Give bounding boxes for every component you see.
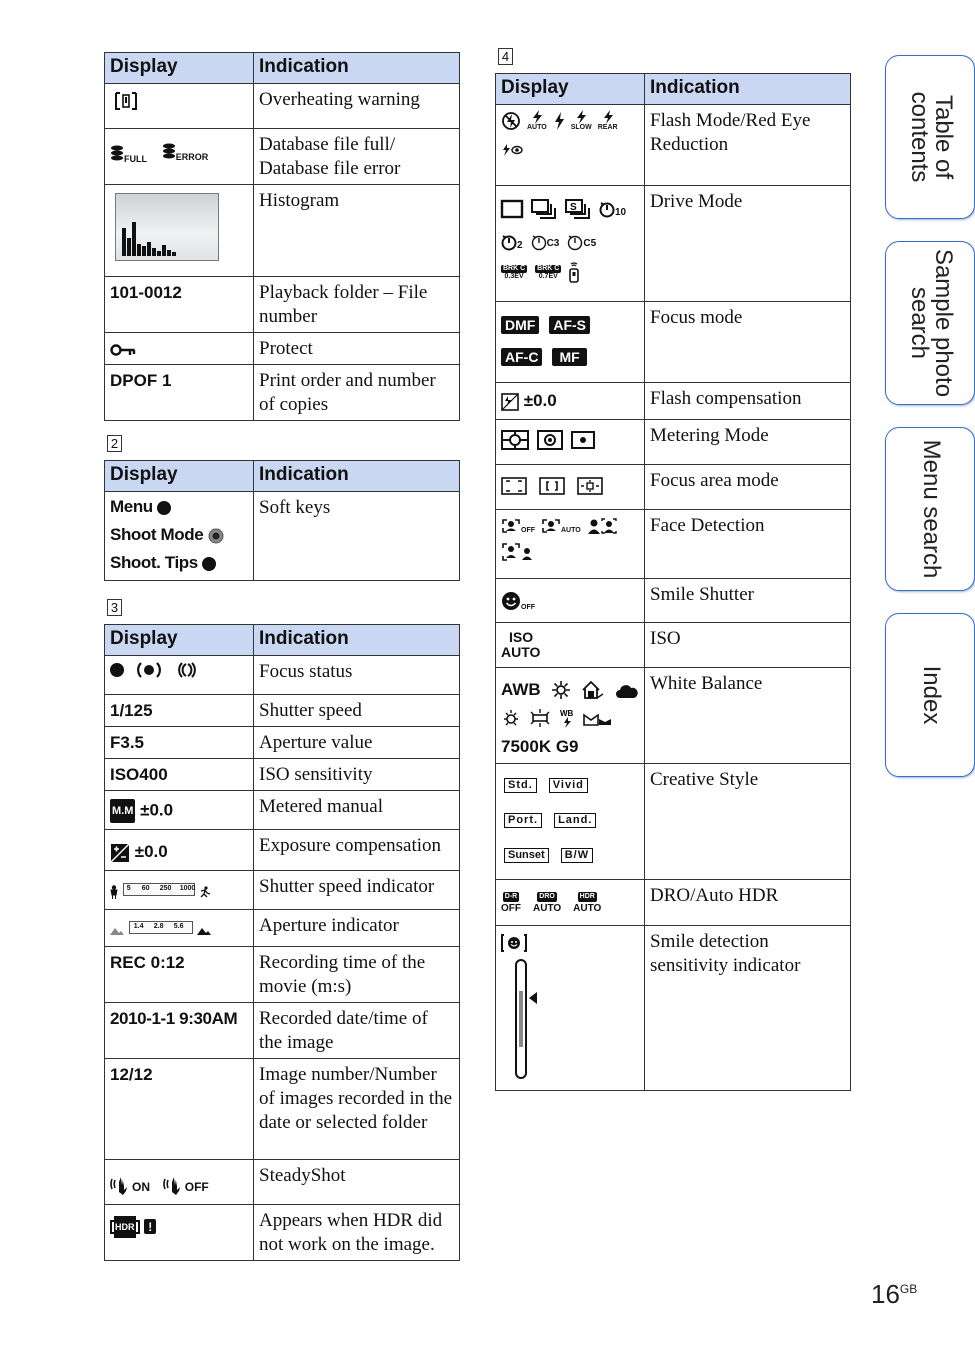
focus-mode-indication: Focus mode (645, 302, 851, 383)
focus-area-indication: Focus area mode (645, 465, 851, 510)
focus-mode-afs: AF-S (549, 316, 590, 334)
focusing-icon (174, 661, 200, 679)
spot-metering-icon (571, 431, 595, 449)
shade-icon (581, 680, 605, 700)
tab-menu-search[interactable]: Menu search (885, 427, 975, 591)
focus-tracking-icon (136, 661, 162, 679)
incandescent-icon (501, 708, 521, 728)
steadyshot-indication: SteadyShot (254, 1160, 460, 1205)
image-number-display: 12/12 (105, 1059, 254, 1160)
flash-mode-display (496, 105, 645, 186)
database-error-icon: ERROR (162, 136, 209, 168)
column-header-indication: Indication (254, 53, 460, 84)
flash-comp-display: ±0.0 (496, 383, 645, 420)
style-portrait: Port. (504, 813, 542, 828)
flexible-spot-icon (577, 477, 603, 495)
aperture-indicator-indication: Aperture indicator (254, 910, 460, 947)
focus-mode-dmf: DMF (501, 316, 539, 334)
iso-auto-display: ISO AUTO (496, 623, 645, 668)
flash-rear-icon: REAR (598, 110, 618, 132)
histogram-display (105, 185, 254, 277)
fluorescent-icon (529, 708, 551, 728)
dro-display (496, 880, 645, 926)
daylight-icon (551, 680, 571, 700)
steadyshot-on-icon: ON (110, 1170, 150, 1198)
aperture-indicator-display (105, 910, 254, 947)
smile-shutter-display (496, 579, 645, 623)
tab-table-of-contents[interactable]: Table of contents (885, 55, 975, 219)
custom-wb-icon (583, 710, 613, 726)
aperture-indication: Aperture value (254, 727, 460, 759)
flash-wb-icon (559, 708, 575, 728)
person-icon (110, 885, 118, 899)
cloudy-icon (615, 681, 639, 699)
date-indication: Recorded date/time of the image (254, 1003, 460, 1059)
metered-manual-indication: Metered manual (254, 791, 460, 830)
center-weighted-icon (537, 430, 563, 450)
drive-mode-indication: Drive Mode (645, 186, 851, 302)
smile-face-icon (501, 934, 527, 952)
flash-auto-icon: AUTO (527, 110, 547, 132)
hdr-auto-icon: HDR AUTO (573, 893, 602, 914)
overheating-display (105, 84, 254, 129)
database-full-icon: FULL (110, 138, 147, 170)
metered-manual-display: M.M ±0.0 (105, 791, 254, 830)
multi-segment-icon (501, 430, 529, 450)
page-number: $16^{GB}$ (871, 1279, 918, 1309)
column-header-indication: Indication (645, 74, 851, 105)
shutter-indicator-indication: Shutter speed indicator (254, 871, 460, 910)
focus-locked-icon (110, 663, 124, 677)
column-header-indication: Indication (254, 461, 460, 492)
face-detection-on-icon (501, 543, 535, 561)
focus-status-display (105, 656, 254, 695)
circle-icon (157, 501, 171, 515)
white-balance-indication: White Balance (645, 668, 851, 764)
column-header-display: Display (496, 74, 645, 105)
self-timer-c5-icon: C5 (567, 232, 596, 252)
flash-mode-indication: Flash Mode/Red Eye Reduction (645, 105, 851, 186)
focus-mode-afc: AF-C (501, 348, 542, 366)
protect-display (105, 333, 254, 365)
exposure-comp-indication: Exposure compensation (254, 830, 460, 871)
smile-sensitivity-display (496, 926, 645, 1091)
dro-auto-icon: DRO AUTO (533, 893, 562, 914)
remote-icon (569, 263, 579, 283)
smile-sensitivity-indication: Smile detection sensitivity indicator (645, 926, 851, 1091)
softkeys-indication: Soft keys (254, 492, 460, 581)
overheating-icon (114, 91, 138, 111)
image-number-indication: Image number/Number of images recorded in the date or selected folder (254, 1059, 460, 1160)
column-header-display: Display (105, 53, 254, 84)
style-bw: B/W (561, 848, 593, 863)
table-3 (104, 624, 460, 1261)
rec-indication: Recording time of the movie (m:s) (254, 947, 460, 1003)
awb-label: AWB (501, 680, 541, 699)
metering-indication: Metering Mode (645, 420, 851, 465)
column-header-indication: Indication (254, 625, 460, 656)
style-sunset: Sunset (504, 848, 549, 863)
steadyshot-display (105, 1160, 254, 1205)
rec-display: REC 0:12 (105, 947, 254, 1003)
folder-display: 101-0012 (105, 277, 254, 333)
flash-fill-icon (553, 112, 565, 130)
dpof-display: DPOF 1 (105, 365, 254, 421)
flash-slow-icon: SLOW (571, 110, 592, 132)
speed-priority-icon (565, 199, 591, 219)
shutter-indicator-display (105, 871, 254, 910)
warning-icon: ! (144, 1219, 156, 1234)
histogram-indication: Histogram (254, 185, 460, 277)
table-1 (104, 52, 460, 421)
svg-text:WB: WB (560, 709, 574, 718)
database-indication: Database file full/ Database file error (254, 129, 460, 185)
column-header-display: Display (105, 461, 254, 492)
face-detection-display (496, 510, 645, 579)
focus-mode-mf: MF (552, 348, 586, 366)
smile-sensitivity-meter (515, 959, 527, 1079)
single-shot-icon (501, 200, 523, 218)
self-timer-2-icon: 2 (501, 230, 523, 254)
section-number-2: 2 (107, 435, 122, 452)
section-number-3: 3 (107, 599, 122, 616)
key-icon (110, 343, 136, 357)
continuous-icon (531, 199, 557, 219)
flash-comp-indication: Flash compensation (645, 383, 851, 420)
smile-shutter-indication: Smile Shutter (645, 579, 851, 623)
focus-area-display (496, 465, 645, 510)
softkeys-display (105, 492, 254, 581)
shutter-indication: Shutter speed (254, 695, 460, 727)
iso-indication: ISO sensitivity (254, 759, 460, 791)
mountain-blur-icon (110, 925, 124, 935)
histogram-thumbnail (115, 193, 219, 261)
mountain-sharp-icon (197, 925, 211, 935)
exposure-comp-icon (110, 843, 130, 863)
circle-icon (202, 557, 216, 571)
softkey-shoot-tips: Shoot. Tips (110, 549, 248, 577)
overheating-indication: Overheating warning (254, 84, 460, 129)
section-number-4: 4 (498, 48, 513, 65)
flash-comp-icon (501, 393, 519, 411)
database-display (105, 129, 254, 185)
drive-mode-display (496, 186, 645, 302)
red-eye-icon (501, 144, 523, 156)
face-detection-off-icon: OFF (501, 517, 535, 535)
center-focus-icon (539, 477, 565, 495)
dial-icon (208, 528, 224, 544)
flash-off-icon (501, 111, 521, 131)
date-display: 2010-1-1 9:30AM (105, 1003, 254, 1059)
dro-indication: DRO/Auto HDR (645, 880, 851, 926)
aperture-scale: 1.4 2.8 5.6 (129, 921, 193, 934)
face-detection-indication: Face Detection (645, 510, 851, 579)
self-timer-10-icon: 10 (599, 197, 626, 221)
bracket-07-icon: BRK C 0.7EV (537, 265, 560, 280)
self-timer-c3-icon: C3 (531, 232, 560, 252)
creative-style-display (496, 764, 645, 880)
style-landscape: Land. (554, 813, 596, 828)
focus-status-indication: Focus status (254, 656, 460, 695)
style-vivid: Vivid (549, 778, 588, 793)
iso-display: ISO400 (105, 759, 254, 791)
wb-temp-label: 7500K G9 (501, 737, 579, 756)
smile-shutter-off-icon: OFF (501, 590, 535, 612)
column-header-display: Display (105, 625, 254, 656)
aperture-display: F3.5 (105, 727, 254, 759)
wide-focus-icon (501, 477, 527, 495)
running-icon (199, 886, 211, 898)
bracket-03-icon: BRK C 0.3EV (503, 265, 526, 280)
white-balance-display (496, 668, 645, 764)
svg-text:S: S (570, 202, 577, 213)
metering-display (496, 420, 645, 465)
exposure-comp-display: ±0.0 (105, 830, 254, 871)
dro-off-icon: D-R OFF (501, 893, 521, 914)
tab-index[interactable]: Index (885, 613, 975, 777)
tab-sample-photo-search[interactable]: Sample photo search (885, 241, 975, 405)
hdr-warning-display (105, 1205, 254, 1261)
shutter-speed-scale: 5 60 250 1000 (123, 883, 195, 896)
style-standard: Std. (504, 778, 537, 793)
hdr-warning-indication: Appears when HDR did not work on the image. (254, 1205, 460, 1261)
hdr-icon: HDR (110, 1220, 140, 1234)
dpof-indication: Print order and number of copies (254, 365, 460, 421)
table-4 (495, 73, 851, 1091)
shutter-display: 1/125 (105, 695, 254, 727)
face-detection-auto-icon: AUTO (541, 517, 581, 535)
face-registration-icon (587, 518, 617, 534)
creative-style-indication: Creative Style (645, 764, 851, 880)
focus-mode-display (496, 302, 645, 383)
protect-indication: Protect (254, 333, 460, 365)
softkey-shoot-mode: Shoot Mode (110, 521, 248, 549)
softkey-menu: Menu (110, 493, 248, 521)
iso-auto-indication: ISO (645, 623, 851, 668)
folder-indication: Playback folder – File number (254, 277, 460, 333)
table-2 (104, 460, 460, 581)
steadyshot-off-icon: OFF (163, 1170, 209, 1198)
metered-manual-icon: M.M (110, 799, 135, 823)
